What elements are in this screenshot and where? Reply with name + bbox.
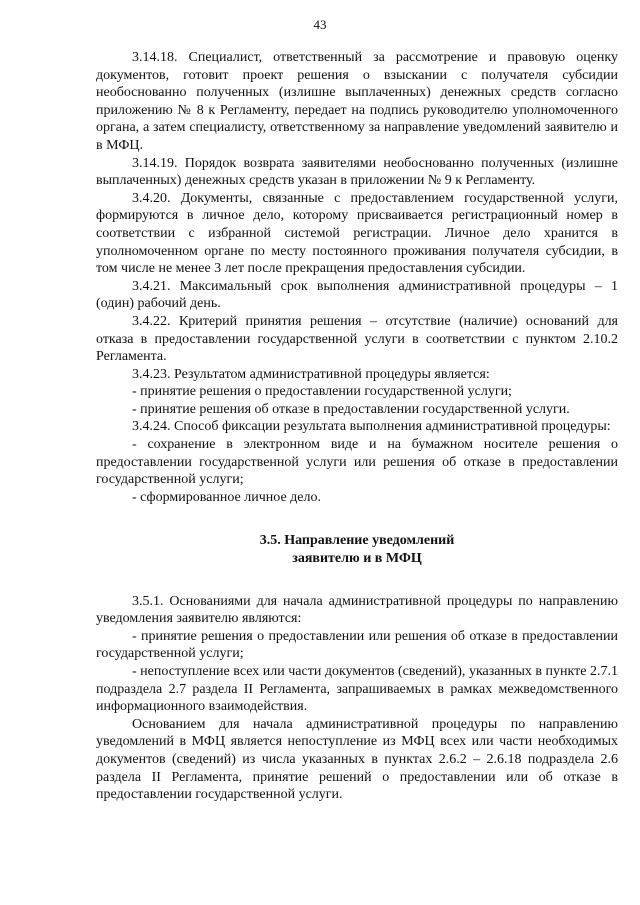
- section-heading-line-2: заявителю и в МФЦ: [292, 551, 422, 567]
- list-item-grant-decision: - принятие решения о предоставлении государственной услуги;: [132, 384, 512, 400]
- section-heading: [96, 532, 618, 567]
- section-heading-line-1: 3.5. Направление уведомлений: [259, 533, 455, 549]
- page-number: 43: [313, 17, 327, 32]
- list-item-missing-documents: - непоступление всех или части документов (сведений), указанных в пункте 2.7.1 подраздела 2.7 раздела II Регламента, запрашиваемых в рамках межведомственного информационного взаимодействия.: [96, 664, 618, 715]
- list-item-refusal-decision: - принятие решения об отказе в предоставлении государственной услуги.: [132, 401, 570, 417]
- paragraph-3-14-18: 3.14.18. Специалист, ответственный за рассмотрение и правовую оценку документов, готовит проект решения о взыскании с получателя субсидии необоснованно полученных (излишне выплаченных) денежных средств согласно приложению № 8 к Регламенту, передает на подпись руководителю уполномоченного органа, а затем специалисту, ответственному за направление уведомлений заявителю и в МФЦ.: [96, 50, 618, 153]
- list-item-personal-file: - сформированное личное дело.: [132, 489, 321, 505]
- paragraph-3-4-20: 3.4.20. Документы, связанные с предоставлением государственной услуги, формируются в личное дело, которому присваивается регистрационный номер в соответствии с избранной системой регистрации. Личное дело хранится в уполномоченном органе по месту постоянного проживания получателя субсидии, в том числе не менее 3 лет после прекращения предоставления субсидии.: [96, 190, 618, 277]
- list-item-decision-notice: - принятие решения о предоставлении или решения об отказе в предоставлении государственной услуги;: [96, 628, 618, 662]
- paragraph-mfc-basis: Основанием для начала административной процедуры по направлению уведомлений в МФЦ является непоступление из МФЦ всех или части необходимых документов (сведений) из числа указанных в пунктах 2.6.2 – 2.6.18 подраздела 2.6 раздела II Регламента, принятие решений о предоставлении или об отказе в предоставлении государственной услуги.: [96, 716, 618, 803]
- list-item-storage: - сохранение в электронном виде и на бумажном носителе решения о предоставлении государственной услуги или решения об отказе в предоставлении государственной услуги;: [96, 437, 618, 488]
- paragraph-3-4-22: 3.4.22. Критерий принятия решения – отсутствие (наличие) оснований для отказа в предоставлении государственной услуги в соответствии с пунктом 2.10.2 Регламента.: [96, 313, 618, 365]
- paragraph-3-4-21: 3.4.21. Максимальный срок выполнения административной процедуры – 1 (один) рабочий день.: [96, 278, 618, 312]
- paragraph-3-4-23: 3.4.23. Результатом административной процедуры является:: [132, 366, 490, 382]
- paragraph-3-4-24: 3.4.24. Способ фиксации результата выполнения административной процедуры:: [132, 419, 611, 435]
- document-body: [96, 49, 618, 804]
- paragraph-3-14-19: 3.14.19. Порядок возврата заявителями необоснованно полученных (излишне выплаченных) денежных средств указан в приложении № 9 к Регламенту.: [96, 155, 618, 189]
- paragraph-3-5-1: 3.5.1. Основаниями для начала административной процедуры по направлению уведомления заявителю являются:: [96, 593, 618, 627]
